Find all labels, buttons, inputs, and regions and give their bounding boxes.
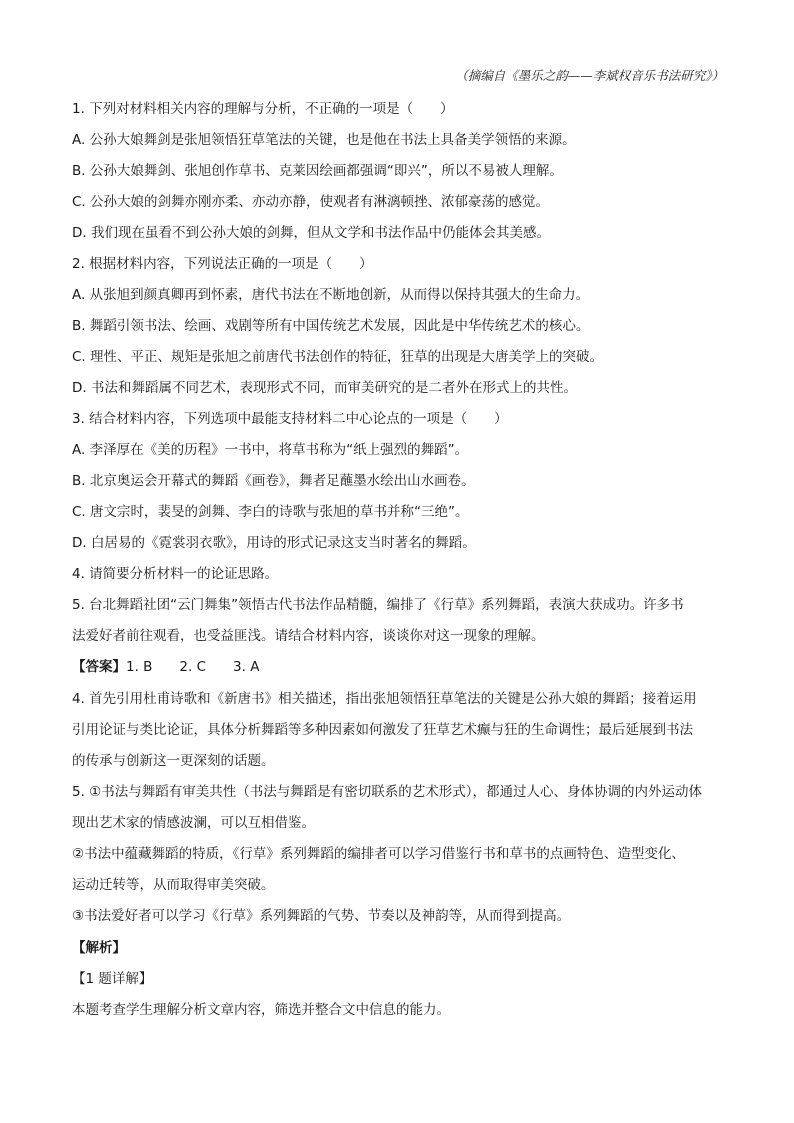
- question-3-option-b: B. 北京奥运会开幕式的舞蹈《画卷》，舞者足蘸墨水绘出山水画卷。: [72, 473, 475, 489]
- question-1-option-c: C. 公孙大娘的剑舞亦刚亦柔、亦动亦静，使观者有淋漓顿挫、浓郁豪荡的感觉。: [72, 194, 550, 210]
- question-4: 4. 请简要分析材料一的论证思路。: [72, 566, 279, 582]
- question-1-option-d: D. 我们现在虽看不到公孙大娘的剑舞，但从文学和书法作品中仍能体会其美感。: [72, 225, 550, 241]
- question-3-stem: 3. 结合材料内容，下列选项中最能支持材料二中心论点的一项是（ ）: [72, 411, 508, 427]
- answer-5-line-2: 现出艺术家的情感波澜，可以互相借鉴。: [72, 815, 315, 831]
- answer-4-line-3: 的传承与创新这一更深刻的话题。: [72, 753, 275, 769]
- answer-5-line-5: ③书法爱好者可以学习《行草》系列舞蹈的气势、节奏以及神韵等，从而得到提高。: [72, 908, 571, 924]
- answer-choices: 1. B 2. C 3. A: [126, 659, 260, 675]
- question-3-option-a: A. 李泽厚在《美的历程》一书中，将草书称为“纸上强烈的舞蹈”。: [72, 442, 469, 458]
- question-2-option-a: A. 从张旭到颜真卿再到怀素，唐代书法在不断地创新，从而得以保持其强大的生命力。: [72, 287, 590, 303]
- detail-text: 本题考查学生理解分析文章内容，筛选并整合文中信息的能力。: [72, 1002, 450, 1018]
- question-1-option-a: A. 公孙大娘舞剑是张旭领悟狂草笔法的关键，也是他在书法上具备美学领悟的来源。: [72, 132, 576, 148]
- question-3-option-d: D. 白居易的《霓裳羽衣歌》，用诗的形式记录这支当时著名的舞蹈。: [72, 535, 476, 551]
- question-2-option-d: D. 书法和舞蹈属不同艺术，表现形式不同，而审美研究的是二者外在形式上的共性。: [72, 380, 577, 396]
- source-citation: （摘编自《墨乐之韵——李斌权音乐书法研究》）: [455, 68, 724, 83]
- question-1-option-b: B. 公孙大娘舞剑、张旭创作草书、克莱因绘画都强调“即兴”，所以不易被人理解。: [72, 163, 563, 179]
- answer-4-line-2: 引用论证与类比论证，具体分析舞蹈等多种因素如何激发了狂草艺术癫与狂的生命调性；最后延展到书法: [72, 722, 693, 738]
- question-5-line-2: 法爱好者前往观看，也受益匪浅。请结合材料内容，谈谈你对这一现象的理解。: [72, 628, 545, 644]
- question-3-option-c: C. 唐文宗时，裴旻的剑舞、李白的诗歌与张旭的草书并称“三绝”。: [72, 504, 469, 520]
- question-2-option-c: C. 理性、平正、规矩是张旭之前唐代书法创作的特征，狂草的出现是大唐美学上的突破。: [72, 349, 604, 365]
- answer-row: [72, 658, 259, 676]
- answer-5-line-4: 运动迁转等，从而取得审美突破。: [72, 877, 275, 893]
- answer-5-line-3: ②书法中蕴藏舞蹈的特质，《行草》系列舞蹈的编排者可以学习借鉴行书和草书的点画特色、造型变化、: [72, 846, 685, 862]
- analysis-label: 【解析】: [72, 940, 126, 956]
- question-2-option-b: B. 舞蹈引领书法、绘画、戏剧等所有中国传统艺术发展，因此是中华传统艺术的核心。: [72, 318, 590, 334]
- question-5-line-1: 5. 台北舞蹈社团“云门舞集”领悟古代书法作品精髓，编排了《行草》系列舞蹈，表演大获成功。许多书: [72, 597, 684, 613]
- answer-4-line-1: 4. 首先引用杜甫诗歌和《新唐书》相关描述，指出张旭领悟狂草笔法的关键是公孙大娘的舞蹈；接着运用: [72, 691, 697, 707]
- answer-label: 【答案】: [72, 659, 126, 675]
- detail-label: 【1 题详解】: [72, 971, 153, 987]
- question-1-stem: 1. 下列对材料相关内容的理解与分析，不正确的一项是（ ）: [72, 101, 454, 117]
- question-2-stem: 2. 根据材料内容，下列说法正确的一项是（ ）: [72, 256, 373, 272]
- answer-5-line-1: 5. ①书法与舞蹈有审美共性（书法与舞蹈是有密切联系的艺术形式），都通过人心、身体协调的内外运动体: [72, 784, 703, 800]
